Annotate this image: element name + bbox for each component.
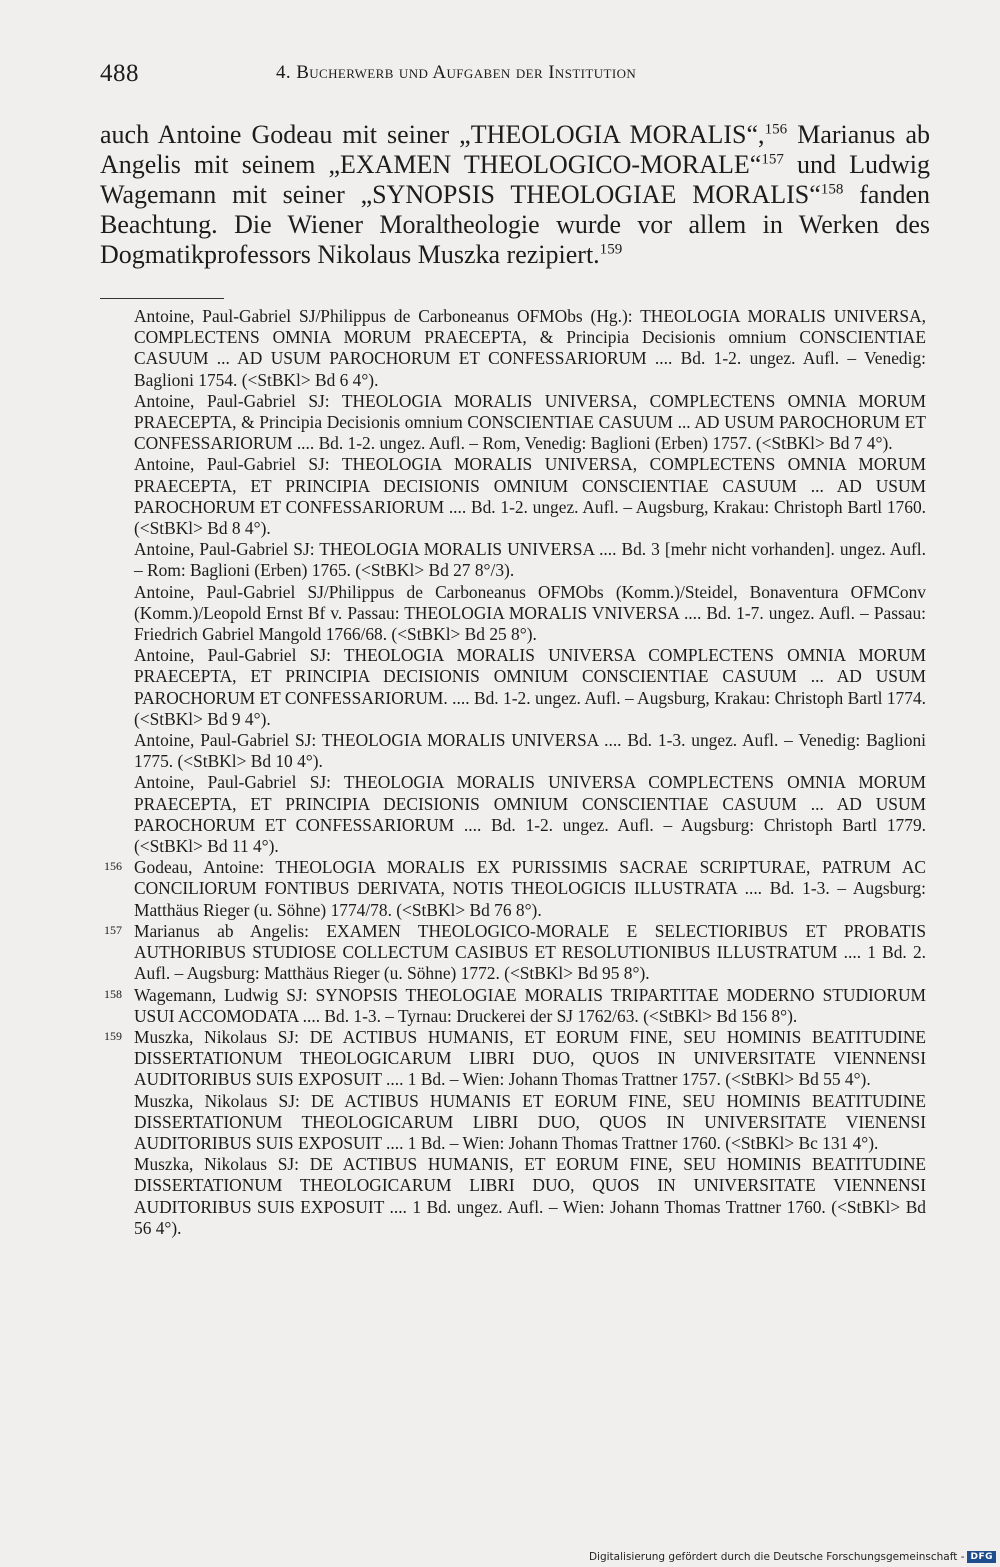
body-text-part: und Ludwig Wagemann mit seiner „SYNOPSIS THEOLOGIAE MORALIS“ bbox=[100, 150, 931, 209]
footnote-paragraph: Antoine, Paul-Gabriel SJ: THEOLOGIA MORALIS UNIVERSA COMPLECTENS OMNIA MORUM PRAECEPTA, ET PRINCIPIA DECISIONIS OMNIUM CONSCIENTIAE CASUUM ... AD USUM PAROCHORUM ET CONFESSARIORUM. .... Bd. 1-2. ungez. Aufl. – Augsburg, Krakau: Christoph Bartl 1774. (<StBKl> Bd 9 4°). bbox=[134, 645, 926, 729]
footnote-paragraph: Antoine, Paul-Gabriel SJ: THEOLOGIA MORALIS UNIVERSA, COMPLECTENS OMNIA MORUM PRAECEPTA, & Principia Decisionis omnium CONSCIENTIAE CASUUM ... AD USUM PAROCHORUM ET CONFESSARIORUM .... Bd. 1-2. ungez. Aufl. – Rom, Venedig: Baglioni (Erben) 1757. (<StBKl> Bd 7 4°). bbox=[134, 390, 926, 454]
main-paragraph bbox=[100, 120, 930, 270]
footnote-paragraph: Antoine, Paul-Gabriel SJ/Philippus de Carboneanus OFMObs (Hg.): THEOLOGIA MORALIS UNIVERSA, COMPLECTENS OMNIA MORUM PRAECEPTA, & Principia Decisionis omnium CONSCIENTIAE CASUUM ... AD USUM PAROCHORUM ET CONFESSARIORUM .... Bd. 1-2. ungez. Aufl. – Venedig: Baglioni 1754. (<StBKl> Bd 6 4°). bbox=[134, 306, 926, 390]
digitization-footer bbox=[589, 1551, 996, 1563]
footnote-number: 157 bbox=[104, 922, 122, 937]
footnote-reference: 159 bbox=[599, 241, 623, 258]
body-text-part: auch Antoine Godeau mit seiner „THEOLOGIA MORALIS“, bbox=[100, 120, 765, 149]
page-number: 488 bbox=[100, 60, 139, 87]
body-text-part: fanden Beachtung. Die Wiener Moraltheologie wurde vor allem in Werken des Dogmatikprofessors Nikolaus Muszka rezipiert. bbox=[100, 180, 930, 269]
footnote-paragraph: Antoine, Paul-Gabriel SJ: THEOLOGIA MORALIS UNIVERSA COMPLECTENS OMNIA MORUM PRAECEPTA, ET PRINCIPIA DECISIONIS OMNIUM CONSCIENTIAE CASUUM ... AD USUM PAROCHORUM ET CONFESSARIORUM .... Bd. 1-2. ungez. Aufl. – Augsburg: Christoph Bartl 1779. (<StBKl> Bd 11 4°). bbox=[134, 772, 926, 857]
footnote-continued bbox=[104, 306, 926, 857]
footnote-paragraph: Antoine, Paul-Gabriel SJ: THEOLOGIA MORALIS UNIVERSA .... Bd. 3 [mehr nicht vorhanden]. ungez. Aufl. – Rom: Baglioni (Erben) 1765. (<StBKl> Bd 27 8°/3). bbox=[134, 539, 926, 581]
footnote-paragraph: Muszka, Nikolaus SJ: DE ACTIBUS HUMANIS, ET EORUM FINE, SEU HOMINIS BEATITUDINE DISSERTATIONUM THEOLOGICARUM LIBRI DUO, QUOS IN UNIVERSITATE VIENNENSI AUDITORIBUS SUIS EXPOSUIT .... 1 Bd. – Wien: Johann Thomas Trattner 1757. (<StBKl> Bd 55 4°). bbox=[134, 1026, 926, 1090]
running-head: 4. Bucherwerb und Aufgaben der Institution bbox=[276, 62, 637, 83]
page-header bbox=[100, 60, 940, 90]
footnote-paragraph: Muszka, Nikolaus SJ: DE ACTIBUS HUMANIS, ET EORUM FINE, SEU HOMINIS BEATITUDINE DISSERTATIONUM THEOLOGICARUM LIBRI DUO, QUOS IN UNIVERSITATE VIENNENSI AUDITORIBUS SUIS EXPOSUIT .... 1 Bd. ungez. Aufl. – Wien: Johann Thomas Trattner 1760. (<StBKl> Bd 56 4°). bbox=[134, 1154, 926, 1238]
footnote-number: 156 bbox=[104, 859, 122, 874]
footnote-paragraph: Marianus ab Angelis: EXAMEN THEOLOGICO-MORALE E SELECTIORIBUS ET PROBATIS AUTHORIBUS STUDIOSE COLLECTUM CASIBUS ET RESOLUTIONIBUS ILLUSTRATUM .... 1 Bd. 2. Aufl. – Augsburg: Matthäus Rieger (u. Söhne) 1772. (<StBKl> Bd 95 8°). bbox=[134, 920, 926, 984]
footnote-159 bbox=[104, 1027, 926, 1239]
footnote-paragraph: Wagemann, Ludwig SJ: SYNOPSIS THEOLOGIAE MORALIS TRIPARTITAE MODERNO STUDIORUM USUI ACCOMODATA .... Bd. 1-3. – Tyrnau: Druckerei der SJ 1762/63. (<StBKl> Bd 156 8°). bbox=[134, 984, 926, 1026]
footnote-paragraph: Godeau, Antoine: THEOLOGIA MORALIS EX PURISSIMIS SACRAE SCRIPTURAE, PATRUM AC CONCILIORUM FONTIBUS DERIVATA, NOTIS THEOLOGICIS ILLUSTRATA .... Bd. 1-3. – Augsburg: Matthäus Rieger (u. Söhne) 1774/78. (<StBKl> Bd 76 8°). bbox=[134, 857, 926, 920]
footnote-reference: 158 bbox=[820, 181, 844, 198]
footnote-reference: 156 bbox=[764, 121, 788, 138]
footnote-reference: 157 bbox=[761, 151, 784, 168]
footnote-number: 159 bbox=[104, 1028, 122, 1043]
body-text-part: Marianus ab Angelis mit seinem „EXAMEN THEOLOGICO-MORALE“ bbox=[100, 120, 930, 179]
footnote-paragraph: Antoine, Paul-Gabriel SJ: THEOLOGIA MORALIS UNIVERSA .... Bd. 1-3. ungez. Aufl. – Venedig: Baglioni 1775. (<StBKl> Bd 10 4°). bbox=[134, 730, 926, 772]
dfg-logo: DFG bbox=[967, 1551, 996, 1563]
footnote-157 bbox=[104, 921, 926, 985]
footnote-158 bbox=[104, 985, 926, 1027]
footnote-number: 158 bbox=[104, 986, 122, 1001]
digitization-credit: Digitalisierung gefördert durch die Deutsche Forschungsgemeinschaft - bbox=[588, 1551, 965, 1563]
footnote-156 bbox=[104, 857, 926, 921]
footnote-separator bbox=[100, 298, 224, 299]
footnote-paragraph: Antoine, Paul-Gabriel SJ: THEOLOGIA MORALIS UNIVERSA, COMPLECTENS OMNIA MORUM PRAECEPTA, ET PRINCIPIA DECISIONIS OMNIUM CONSCIENTIAE CASUUM ... AD USUM PAROCHORUM ET CONFESSARIORUM .... Bd. 1-2. ungez. Aufl. – Augsburg, Krakau: Christoph Bartl 1760. (<StBKl> Bd 8 4°). bbox=[134, 454, 926, 539]
footnote-paragraph: Muszka, Nikolaus SJ: DE ACTIBUS HUMANIS ET EORUM FINE, SEU HOMINIS BEATITUDINE DISSERTATIONUM THEOLOGICARUM LIBRI DUO, QUOS IN UNIVERSITATE VIENENSI AUDITORIBUS SUIS EXPOSUIT .... 1 Bd. – Wien: Johann Thomas Trattner 1760. (<StBKl> Bc 131 4°). bbox=[134, 1090, 926, 1153]
footnotes-section bbox=[104, 306, 926, 1239]
footnote-paragraph: Antoine, Paul-Gabriel SJ/Philippus de Carboneanus OFMObs (Komm.)/Steidel, Bonaventura OFMConv (Komm.)/Leopold Ernst Bf v. Passau: THEOLOGIA MORALIS VNIVERSA .... Bd. 1-7. ungez. Aufl. – Passau: Friedrich Gabriel Mangold 1766/68. (<StBKl> Bd 25 8°). bbox=[134, 581, 926, 645]
